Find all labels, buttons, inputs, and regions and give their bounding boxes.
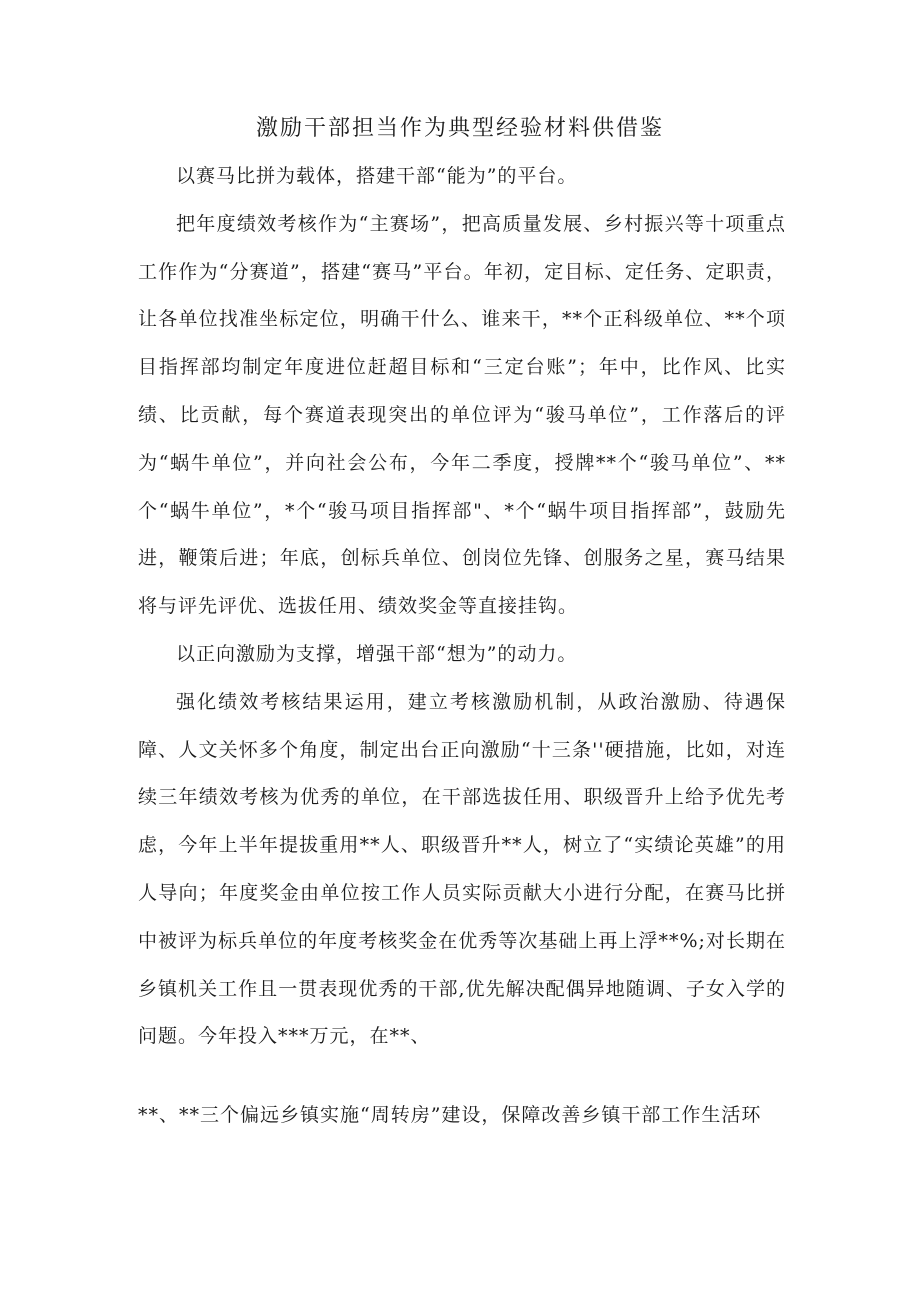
document-title: 激励干部担当作为典型经验材料供借鉴: [255, 116, 664, 141]
section-heading-1: 以赛马比拼为载体，搭建干部“能为”的平台。: [176, 165, 578, 187]
body-paragraph-3: **、**三个偏远乡镇实施“周转房”建设，保障改善乡镇干部工作生活环: [138, 1104, 762, 1127]
body-paragraph-2: 强化绩效考核结果运用，建立考核激励机制，从政治激励、待遇保障、人文关怀多个角度，制定出台正向激励“十三条''硬措施，比如，对连续三年绩效考核为优秀的单位，在干部选拔任用、职级晋升上给予优先考虑，今年上半年提拔重用**人、职级晋升**人，树立了“实绩论英雄”的用人导向；年度奖金由单位按工作人员实际贡献大小进行分配，在赛马比拼中被评为标兵单位的年度考核奖金在优秀等次基础上再上浮**%;对长期在乡镇机关工作且一贯表现优秀的干部,优先解决配偶异地随调、子女入学的问题。今年投入***万元，在**、: [138, 690, 786, 1048]
section-heading-2: 以正向激励为支撑，增强干部“想为”的动力。: [176, 642, 578, 665]
body-paragraph-1: 把年度绩效考核作为“主赛场”，把高质量发展、乡村振兴等十项重点工作作为“分赛道”，搭建“赛马”平台。年初，定目标、定任务、定职责，让各单位找准坐标定位，明确干什么、谁来干，**个正科级单位、**个项目指挥部均制定年度进位赶超目标和“三定台账”；年中，比作风、比实绩、比贡献，每个赛道表现突出的单位评为“骏马单位”，工作落后的评为“蜗牛单位”，并向社会公布，今年二季度，授牌**个“骏马单位”、**个“蜗牛单位”，*个“骏马项目指挥部"、*个“蜗牛项目指挥部”，鼓励先进，鞭策后进；年底，创标兵单位、创岗位先锋、创服务之星，赛马结果将与评先评优、选拔任用、绩效奖金等直接挂钩。: [138, 212, 786, 618]
document-body: [138, 153, 786, 1140]
